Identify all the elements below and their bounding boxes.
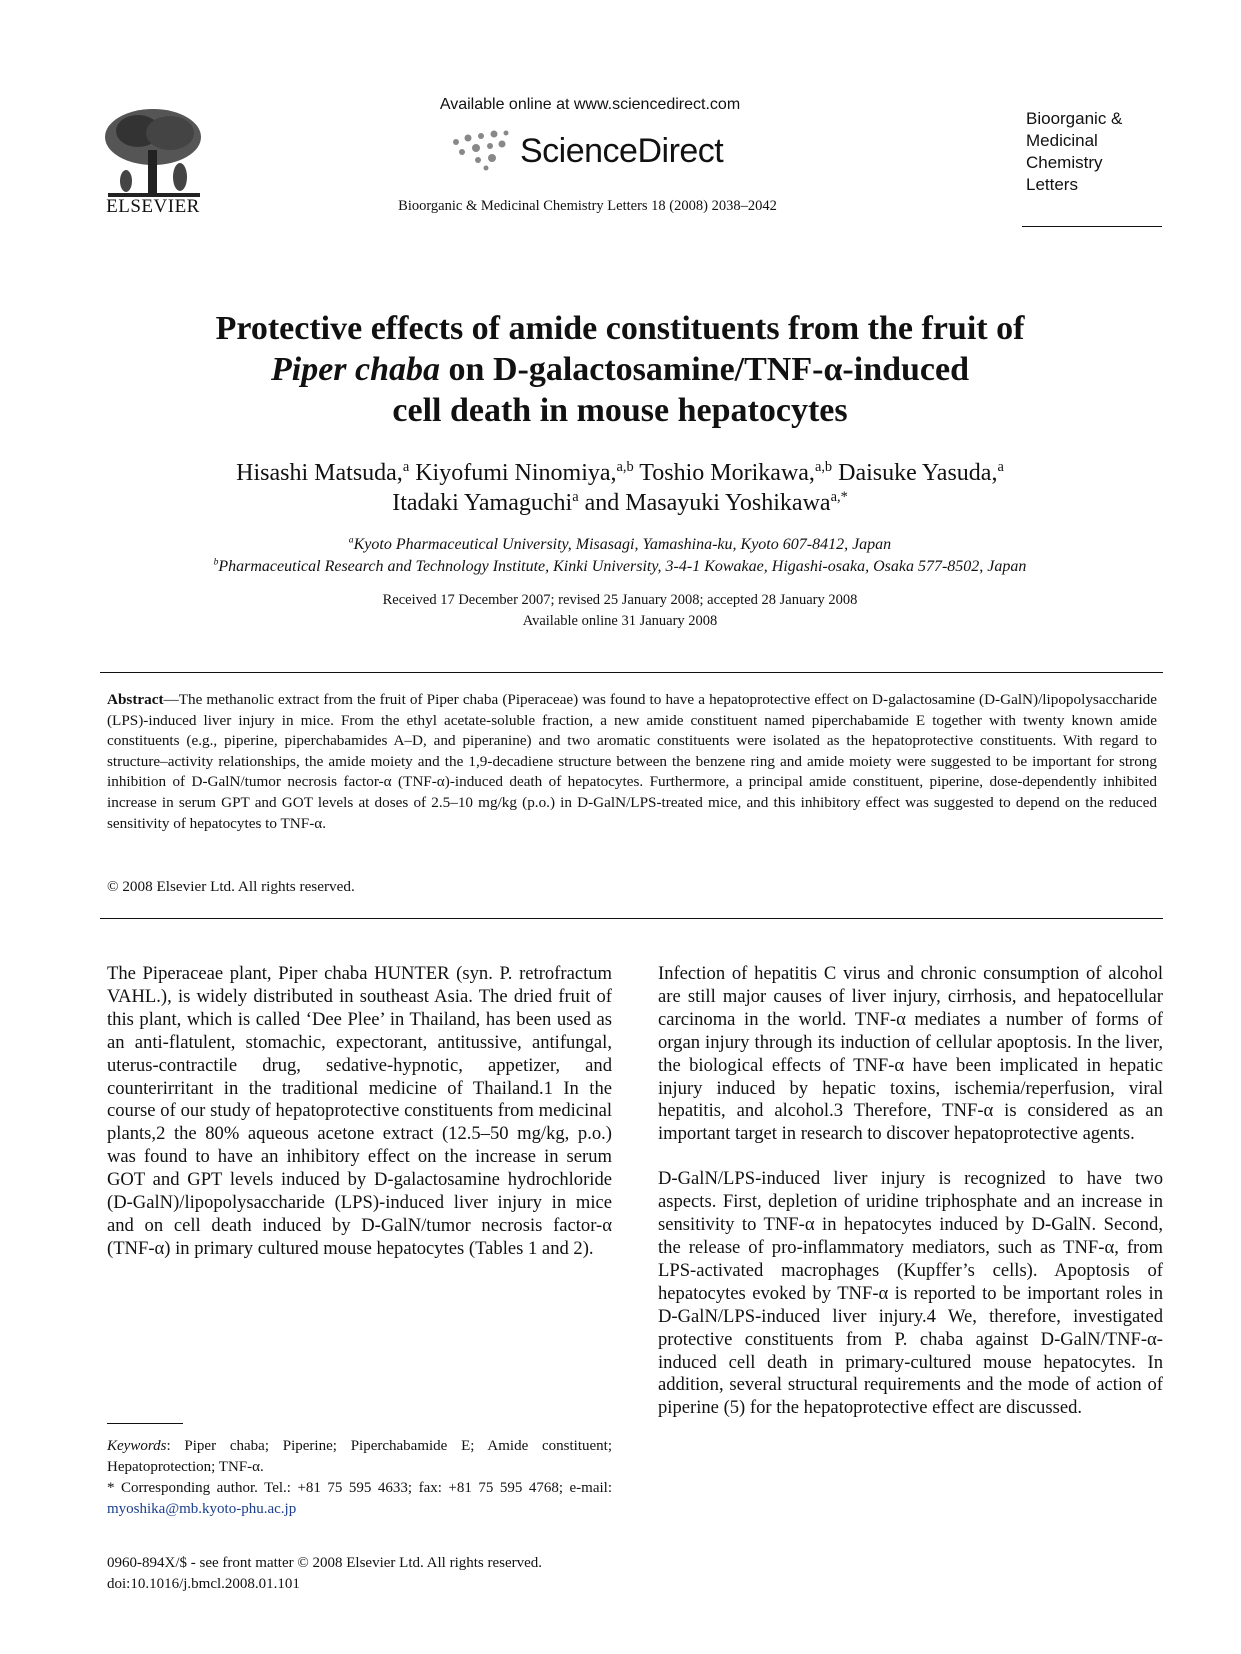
sciencedirect-wordmark: ScienceDirect (520, 132, 724, 170)
affiliation-mark: b (213, 556, 219, 568)
divider (100, 918, 1163, 919)
author-affiliation: a,b (616, 459, 634, 475)
author-affiliation: a,b (814, 459, 833, 475)
affiliation-mark: a (348, 534, 354, 546)
affiliation-text: Pharmaceutical Research and Technology Institute, Kinki University, 3-4-1 Kowakae, Higashi-osaka, Osaka 577-8502, Japan (218, 558, 1027, 575)
body-paragraph: The Piperaceae plant, Piper chaba HUNTER (syn. P. retrofractum VAHL.), is widely distributed in southeast Asia. The dried fruit of this plant, which is called ‘Dee Plee’ in Thailand, has been used as an anti-flatulent, stomachic, expectorant, antitussive, antifungal, uterus-contractile drug, sedative-hypnotic, appetizer, and counterirritant in the traditional medicine of Thailand.1 In the course of our study of hepatoprotective constituents from medicinal plants,2 the 80% aqueous acetone extract (12.5–50 mg/kg, p.o.) was found to have an inhibitory effect on the increase in serum GOT and GPT levels induced by D-galactosamine hydrochloride (D-GalN)/lipopolysaccharide (LPS)-induced liver injury in mice and on cell death induced by D-GalN/tumor necrosis factor-α (TNF-α) in primary cultured mouse hepatocytes (Tables 1 and 2). (107, 963, 612, 1259)
keywords-label: Keywords (107, 1438, 167, 1454)
author-name[interactable]: Itadaki Yamaguchi (392, 490, 573, 516)
journal-name-line: Bioorganic & (1026, 109, 1123, 128)
footnotes (107, 1436, 612, 1520)
body-paragraph: D-GalN/LPS-induced liver injury is recognized to have two aspects. First, depletion of uridine triphosphate and an increase in sensitivity to TNF-α in hepatocytes induced by D-GalN. Second, the release of pro-inflammatory mediators, such as TNF-α, from LPS-activated macrophages (Kupffer’s cells). Apoptosis of hepatocytes evoked by TNF-α is reported to be important roles in D-GalN/LPS-induced liver injury.4 We, therefore, investigated protective constituents from P. chaba against D-GalN/TNF-α-induced cell death in primary-cultured mouse hepatocytes. In addition, several structural requirements and the mode of action of piperine (5) for the hepatoprotective effect are discussed. (658, 1168, 1163, 1419)
issn-line: 0960-894X/$ - see front matter © 2008 Elsevier Ltd. All rights reserved. (107, 1555, 543, 1571)
email-link[interactable]: myoshika@mb.kyoto-phu.ac.jp (107, 1501, 297, 1517)
article-title (120, 308, 1120, 431)
keywords (107, 1436, 612, 1478)
journal-citation: Bioorganic & Medicinal Chemistry Letters 18 (2008) 2038–2042 (398, 198, 777, 214)
doi-line[interactable]: doi:10.1016/j.bmcl.2008.01.101 (107, 1576, 300, 1592)
abstract (107, 690, 1157, 834)
divider (1022, 226, 1162, 227)
publisher-name: ELSEVIER (106, 196, 200, 217)
title-line-rest: on D-galactosamine/TNF-α-induced (440, 351, 970, 388)
author-affiliation: a (572, 489, 579, 505)
title-line: Protective effects of amide constituents from the fruit of (215, 310, 1025, 347)
abstract-text: —The methanolic extract from the fruit of Piper chaba (Piperaceae) was found to have a hepatoprotective effect on D-galactosamine (D-GalN)/lipopolysaccharide (LPS)-induced liver injury in mice. From the ethyl acetate-soluble fraction, a new amide constituent named piperchabamide E together with twenty known amide constituents (e.g., piperine, piperchabamides A–D, and piperanine) and two aromatic constituents were isolated as the hepatoprotective constituents. With regard to structure–activity relationships, the amide moiety and the 1,9-decadiene structure between the benzene ring and amide moiety were suggested to be important for strong inhibition of D-GalN/tumor necrosis factor-α (TNF-α)-induced death of hepatocytes. Furthermore, a principal amide constituent, piperine, dose-dependently inhibited increase in serum GPT and GOT levels at doses of 2.5–10 mg/kg (p.o.) in D-GalN/LPS-treated mice, and this inhibitory effect was suggested to depend on the reduced sensitivity of hepatocytes to TNF-α. (107, 691, 1157, 832)
journal-name-box (1026, 108, 1166, 196)
copyright: © 2008 Elsevier Ltd. All rights reserved. (107, 878, 355, 895)
body-paragraph: Infection of hepatitis C virus and chronic consumption of alcohol are still major causes of liver injury, cirrhosis, and hepatocellular carcinoma in the world. TNF-α mediates a number of forms of organ injury through its induction of cellular apoptosis. In the liver, the biological effects of TNF-α have been implicated in hepatic injury induced by hepatic toxins, ischemia/reperfusion, viral hepatitis, and alcohol.3 Therefore, TNF-α is considered as an important target in research to discover hepatoprotective agents. (658, 963, 1163, 1145)
title-species: Piper chaba (270, 351, 441, 388)
author-name[interactable]: Daisuke Yasuda, (838, 460, 998, 486)
journal-name-line: Medicinal (1026, 131, 1098, 150)
available-online-link[interactable]: Available online at www.sciencedirect.com (439, 96, 741, 113)
footnote-divider (107, 1423, 183, 1424)
title-line (120, 349, 1120, 390)
author-affiliation: a (402, 459, 410, 475)
affiliation-text: Kyoto Pharmaceutical University, Misasagi, Yamashina-ku, Kyoto 607-8412, Japan (353, 536, 892, 553)
author-name[interactable]: Hisashi Matsuda, (236, 460, 403, 486)
received-dates: Received 17 December 2007; revised 25 January 2008; accepted 28 January 2008 (382, 592, 858, 608)
keywords-text: : Piper chaba; Piperine; Piperchabamide E; Amide constituent; Hepatoprotection; TNF-α. (107, 1438, 612, 1475)
corresponding-text: * Corresponding author. Tel.: +81 75 595 4633; fax: +81 75 595 4768; e-mail: (107, 1480, 612, 1496)
author-affiliation: a (997, 459, 1004, 475)
front-matter (107, 1553, 667, 1595)
body-column-left (107, 963, 612, 1283)
author-list (120, 458, 1120, 518)
corresponding-author (107, 1478, 612, 1520)
affiliations (100, 534, 1140, 578)
author-name[interactable]: and Masayuki Yoshikawa (584, 490, 831, 516)
article-dates (240, 590, 1000, 632)
available-date: Available online 31 January 2008 (522, 613, 718, 629)
body-column-right (658, 963, 1163, 1442)
author-name[interactable]: Kiyofumi Ninomiya, (415, 460, 617, 486)
author-affiliation: a,* (830, 489, 848, 505)
journal-name-line: Letters (1026, 175, 1078, 194)
author-name[interactable]: Toshio Morikawa, (639, 460, 815, 486)
title-line: cell death in mouse hepatocytes (392, 392, 848, 429)
journal-name-line: Chemistry (1026, 153, 1103, 172)
abstract-label: Abstract (107, 691, 164, 708)
divider (100, 672, 1163, 673)
